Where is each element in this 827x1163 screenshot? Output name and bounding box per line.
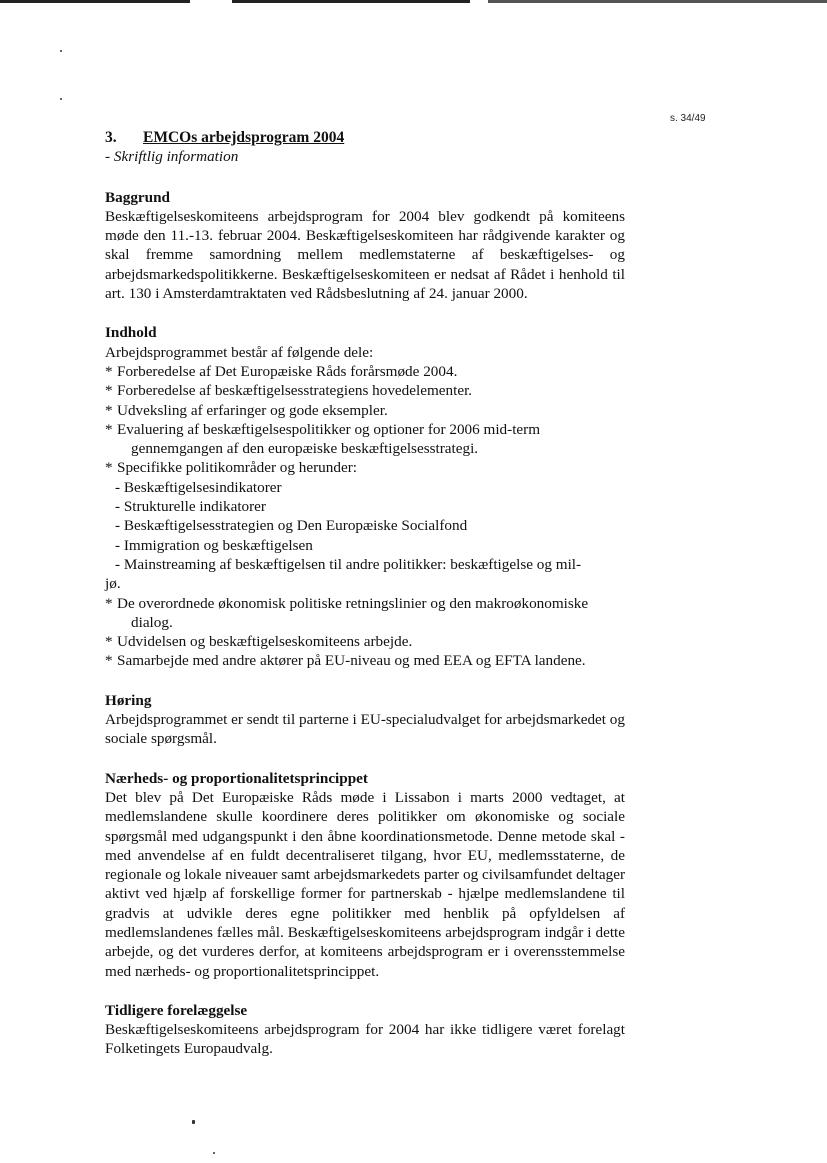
scan-speck	[60, 98, 62, 100]
list-item	[105, 632, 625, 651]
list-subitem: - Mainstreaming af beskæftigelsen til andre politikker: beskæftigelse og mil-	[115, 555, 582, 573]
document-title	[105, 128, 625, 147]
section-horing	[105, 691, 625, 749]
document-body	[105, 128, 625, 1059]
list-item-text: Udveksling af erfaringer og gode eksempler.	[117, 401, 388, 419]
list-item	[105, 401, 625, 420]
list-intro: Arbejdsprogrammet består af følgende dele:	[105, 343, 374, 361]
page-number: s. 34/49	[670, 113, 706, 124]
scan-edge-line	[232, 0, 470, 3]
section-naerhed	[105, 769, 625, 981]
list-bullet: *	[105, 401, 113, 419]
list-bullet: *	[105, 594, 113, 612]
list-item-text: De overordnede økonomisk politiske retningslinier og den makroøkonomiske dialog.	[117, 594, 589, 631]
list-bullet: *	[105, 362, 113, 380]
content-list	[105, 362, 625, 671]
list-subitem: - Strukturelle indikatorer	[115, 498, 266, 516]
list-bullet: *	[105, 459, 113, 477]
list-item-text: Udvidelsen og beskæftigelseskomiteens arbejde.	[117, 633, 413, 651]
section-heading: Høring	[105, 691, 152, 709]
list-item	[105, 362, 625, 381]
list-bullet: *	[105, 652, 113, 670]
section-text: Arbejdsprogrammet er sendt til parterne i EU-specialudvalget for arbejdsmarkedet og sociale spørgsmål.	[105, 711, 625, 748]
section-indhold	[105, 323, 625, 670]
list-item-text: Specifikke politikområder og herunder:	[117, 459, 357, 477]
scan-speck	[192, 1120, 195, 1124]
document-subtitle: - Skriftlig information	[105, 148, 239, 166]
section-text: Det blev på Det Europæiske Råds møde i Lissabon i marts 2000 vedtaget, at medlemslandene skulle koordinere deres politikker om økonomiske og sociale spørgsmål med udgangspunkt i den åbne koordinationsmetode. Denne metode skal - med anvendelse af en fuldt decentraliseret tilgang, hvor EU, medlemsstaterne, de regionale og lokale niveauer samt arbejdsmarkedets parter og civilsamfundet deltager aktivt ved hjælp af forskellige former for partnerskab - hjælpe medlemslandene til gradvis at udvikle deres egne politikker med henblik på opfyldelsen af medlemslandenes fælles mål. Beskæftigelseskomiteens arbejdsprogram indgår i dette arbejde, og det vurderes derfor, at komiteens arbejdsprogram er i overensstemmelse med nærheds- og proportionalitetsprincippet.	[105, 788, 625, 980]
list-bullet: *	[105, 382, 113, 400]
scan-edge-line	[488, 0, 827, 3]
list-item	[105, 381, 625, 400]
list-item	[105, 651, 625, 670]
list-subitem-wrap: jø.	[105, 575, 121, 593]
section-baggrund	[105, 188, 625, 304]
section-heading: Tidligere forelæggelse	[105, 1001, 248, 1019]
list-item-text: Forberedelse af beskæftigelsesstrategiens hovedelementer.	[117, 382, 473, 400]
list-subitem: - Immigration og beskæftigelsen	[115, 536, 313, 554]
list-item	[105, 420, 625, 459]
section-text: Beskæftigelseskomiteens arbejdsprogram for 2004 blev godkendt på komiteens møde den 11.-13. februar 2004. Beskæftigelseskomiteen har rådgivende karakter og skal fremme samordning mellem medlemstaterne af beskæftigelses- og arbejdsmarkedspolitikkerne. Beskæftigelseskomiteen er nedsat af Rådet i henhold til art. 130 i Amsterdamtraktaten ved Rådsbeslutning af 24. januar 2000.	[105, 207, 625, 303]
scan-edge-line	[0, 0, 190, 3]
list-item-text: Forberedelse af Det Europæiske Råds forårsmøde 2004.	[117, 362, 458, 380]
list-bullet: *	[105, 420, 113, 438]
scan-speck	[60, 50, 62, 52]
section-number: 3.	[105, 129, 117, 146]
section-heading: Nærheds- og proportionalitetsprincippet	[105, 769, 368, 787]
list-item-text: Evaluering af beskæftigelsespolitikker og optioner for 2006 mid-term gennemgangen af den europæiske beskæftigelsesstrategi.	[117, 420, 541, 458]
list-item	[105, 594, 625, 633]
section-text: Beskæftigelseskomiteens arbejdsprogram for 2004 har ikke tidligere været forelagt Folketingets Europaudvalg.	[105, 1021, 625, 1058]
section-tidligere	[105, 1001, 625, 1059]
list-item-text: Samarbejde med andre aktører på EU-niveau og med EEA og EFTA landene.	[117, 652, 586, 670]
section-heading: Baggrund	[105, 188, 170, 206]
list-subitem: - Beskæftigelsesstrategien og Den Europæiske Socialfond	[115, 517, 468, 535]
title-text: EMCOs arbejdsprogram 2004	[143, 129, 345, 146]
list-subitem: - Beskæftigelsesindikatorer	[115, 478, 282, 496]
list-item	[105, 458, 625, 477]
scan-speck	[213, 1152, 215, 1154]
section-heading: Indhold	[105, 324, 157, 342]
list-bullet: *	[105, 633, 113, 651]
